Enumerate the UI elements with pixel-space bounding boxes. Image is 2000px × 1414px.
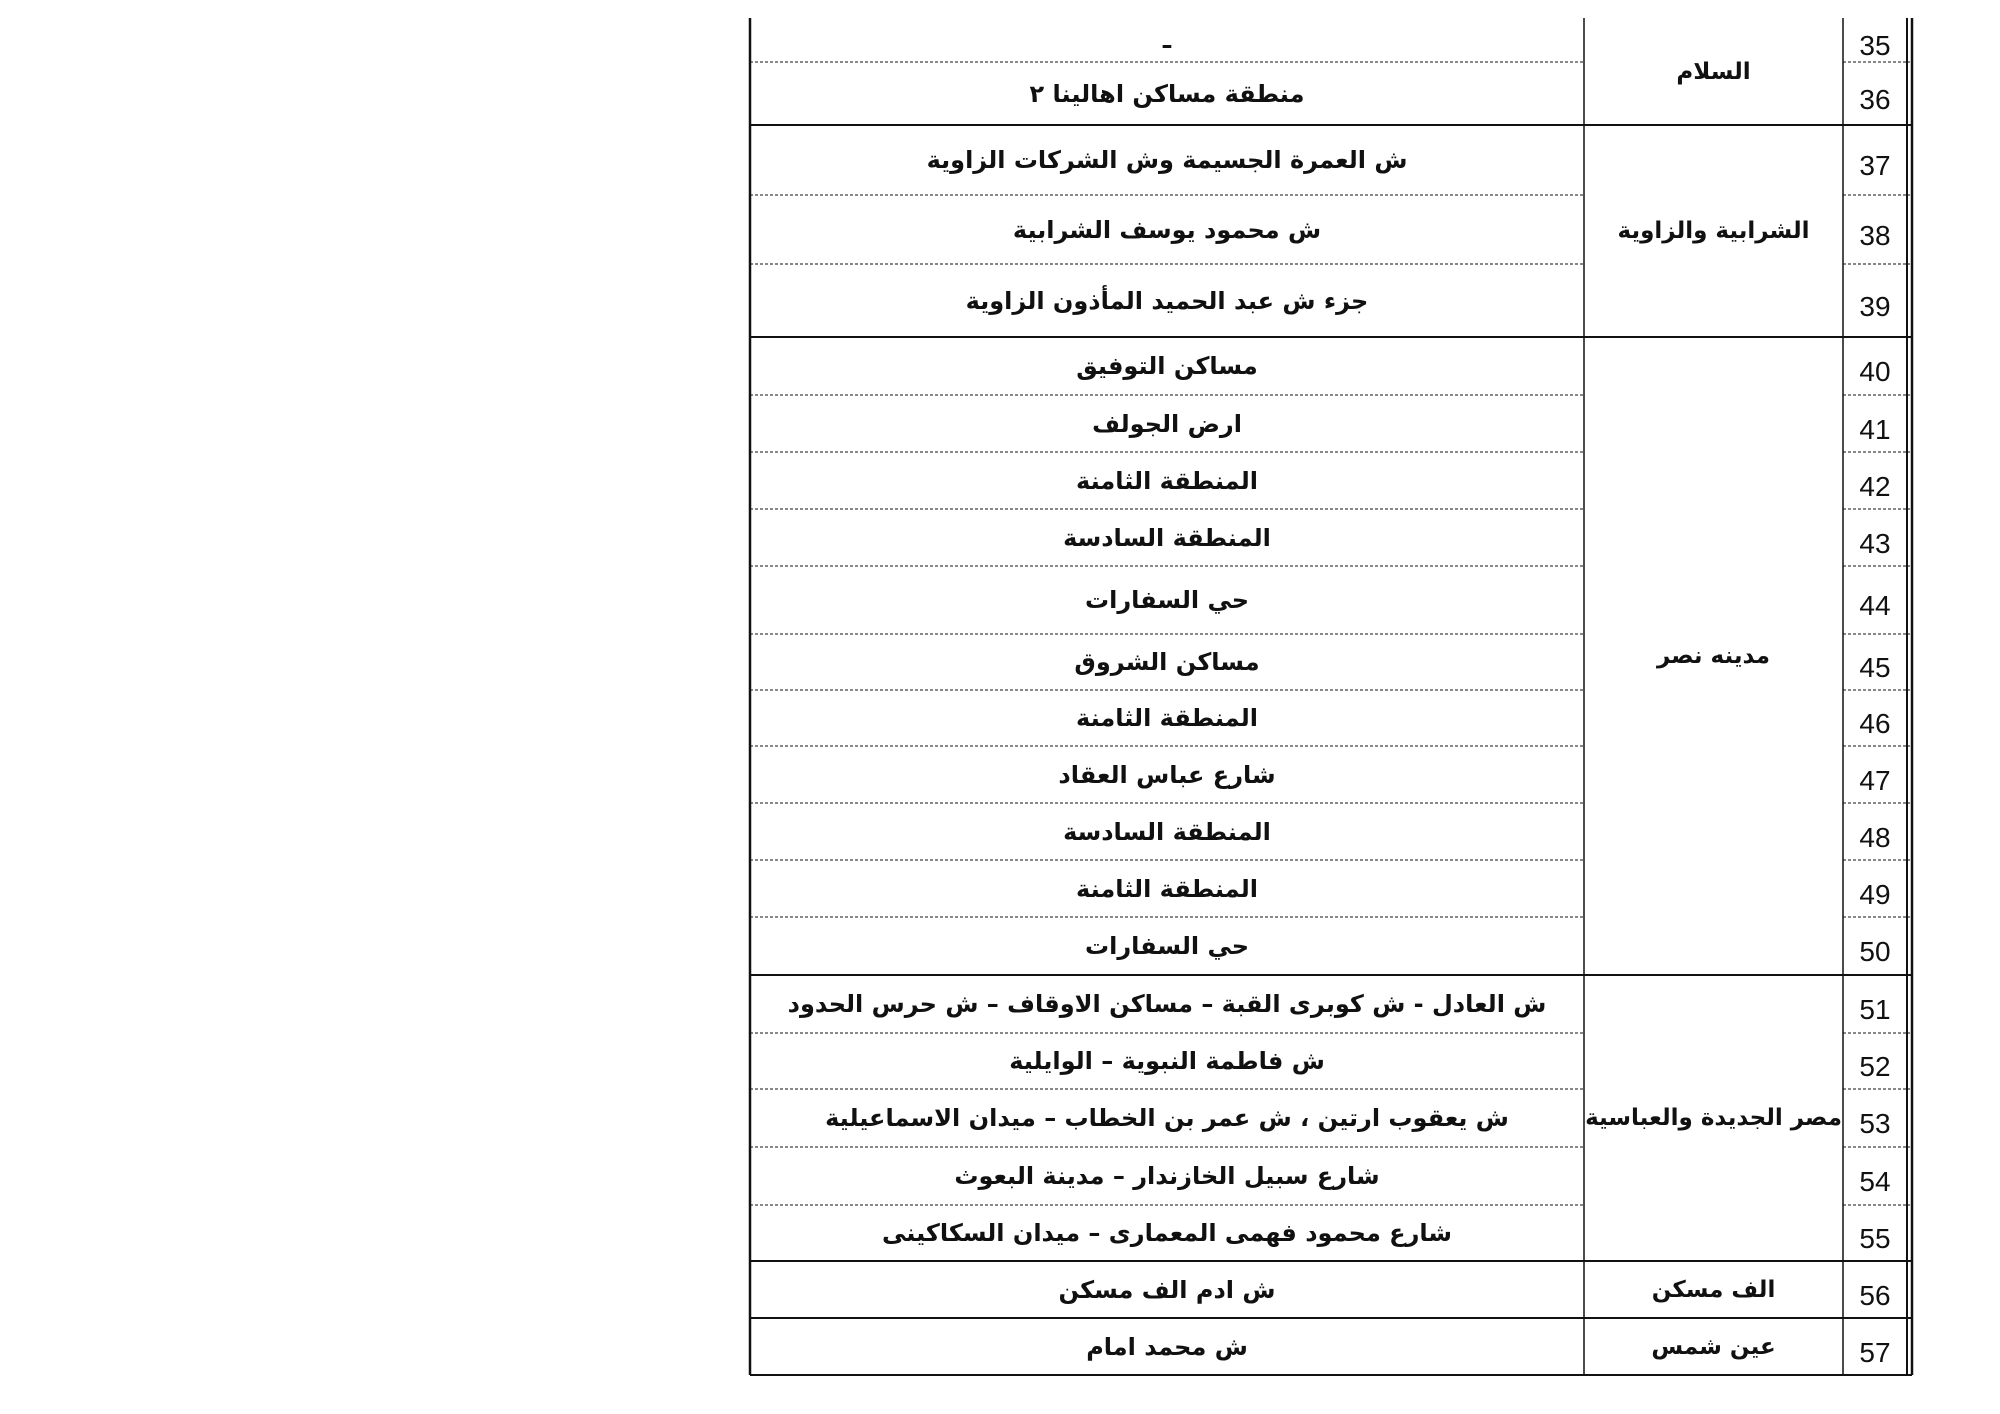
row-number: 46 xyxy=(1859,708,1891,739)
row-number: 40 xyxy=(1859,356,1891,387)
street-cell: المنطقة السادسة xyxy=(1063,523,1271,552)
street-cell: ش ادم الف مسكن xyxy=(1058,1275,1276,1304)
row-number: 50 xyxy=(1859,936,1891,967)
street-cell: مساكن التوفيق xyxy=(1076,352,1258,380)
row-number: 38 xyxy=(1859,219,1891,251)
street-cell: ش العادل - ش كوبرى القبة – مساكن الاوقاف – ش حرس الحدود xyxy=(787,990,1547,1018)
street-cell: المنطقة الثامنة xyxy=(1076,466,1258,495)
street-cell: مساكن الشروق xyxy=(1074,648,1260,676)
row-number: 37 xyxy=(1859,150,1891,181)
street-cell: ش محمود يوسف الشرابية xyxy=(1012,215,1322,244)
street-cell: المنطقة الثامنة xyxy=(1076,874,1258,903)
district-cell: مصر الجديدة والعباسية xyxy=(1585,1105,1842,1131)
district-cell: السلام xyxy=(1676,58,1751,85)
row-number: 48 xyxy=(1859,821,1891,853)
row-number: 47 xyxy=(1859,764,1891,796)
row-number: 56 xyxy=(1859,1279,1891,1311)
street-cell: المنطقة الثامنة xyxy=(1076,704,1258,732)
row-number: 52 xyxy=(1859,1051,1891,1082)
street-cell: ـ xyxy=(1162,26,1172,54)
row-number: 55 xyxy=(1859,1223,1891,1254)
street-cell: المنطقة السادسة xyxy=(1063,817,1271,846)
street-cell: حي السفارات xyxy=(1084,932,1250,960)
row-number: 35 xyxy=(1859,30,1891,61)
row-number: 51 xyxy=(1859,994,1891,1025)
district-cell: مدينه نصر xyxy=(1656,643,1771,669)
street-cell: شارع سبيل الخازندار – مدينة البعوث xyxy=(954,1162,1380,1190)
street-cell: ارض الجولف xyxy=(1092,409,1242,438)
row-number: 45 xyxy=(1859,652,1891,683)
street-cell: ش يعقوب ارتين ، ش عمر بن الخطاب – ميدان الاسماعيلية xyxy=(825,1104,1509,1132)
street-cell: منطقة مساكن اهالينا ٢ xyxy=(1029,79,1305,108)
row-number: 57 xyxy=(1859,1336,1891,1368)
row-number: 36 xyxy=(1859,83,1891,115)
district-cell: الشرابية والزاوية xyxy=(1617,218,1810,244)
row-number: 42 xyxy=(1859,470,1891,502)
street-cell: شارع محمود فهمى المعمارى – ميدان السكاكينى xyxy=(882,1219,1452,1247)
street-cell: شارع عباس العقاد xyxy=(1058,760,1276,789)
row-number: 49 xyxy=(1859,878,1891,910)
row-number: 39 xyxy=(1859,290,1891,322)
row-number: 41 xyxy=(1859,413,1891,445)
street-cell: ش فاطمة النبوية – الوايلية xyxy=(1009,1047,1325,1075)
row-number: 53 xyxy=(1859,1108,1891,1139)
street-cell: جزء ش عبد الحميد المأذون الزاوية xyxy=(965,286,1369,315)
district-cell: عين شمس xyxy=(1651,1333,1776,1360)
row-number: 43 xyxy=(1859,527,1891,559)
row-number: 54 xyxy=(1859,1166,1891,1197)
street-cell: حي السفارات xyxy=(1084,586,1250,614)
street-cell: ش العمرة الجسيمة وش الشركات الزاوية xyxy=(926,146,1408,174)
row-number: 44 xyxy=(1859,590,1891,621)
street-cell: ش محمد امام xyxy=(1086,1332,1248,1361)
district-cell: الف مسكن xyxy=(1651,1276,1776,1303)
